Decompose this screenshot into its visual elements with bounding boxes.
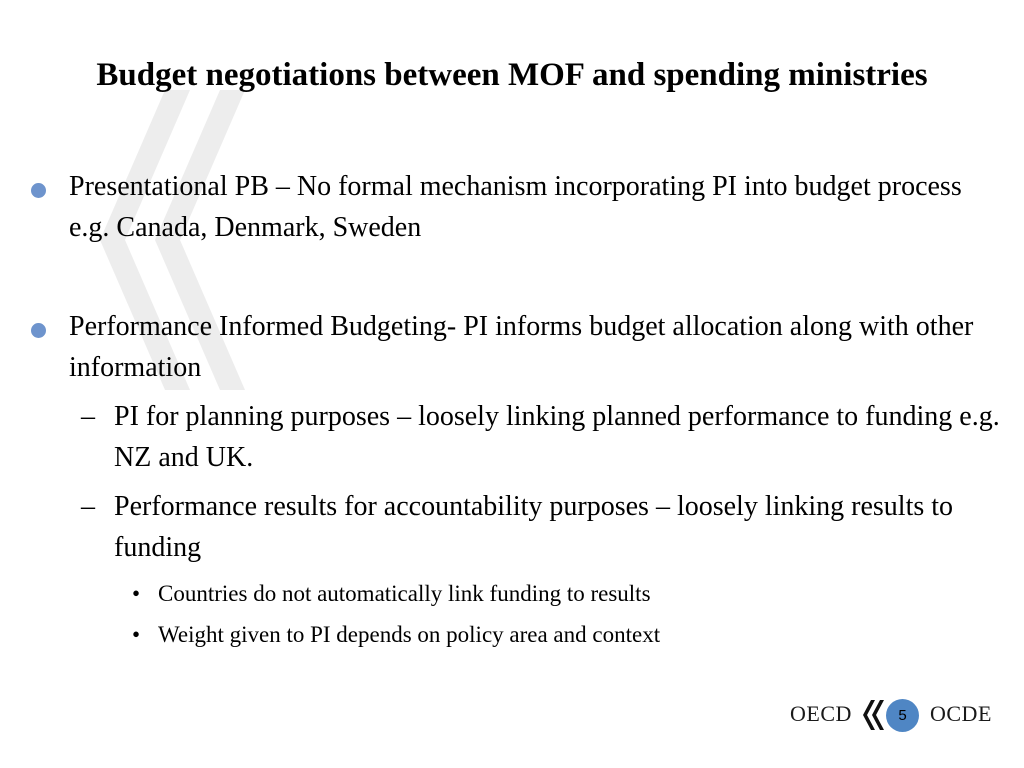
sub-bullet-accountability (81, 486, 1003, 568)
small-bullet-marker: • (132, 581, 141, 606)
bullet-dot-icon (31, 323, 46, 338)
slide-content (28, 166, 1003, 650)
oecd-guillemet-icon (860, 698, 886, 732)
page-number: 5 (886, 699, 919, 732)
dash-marker: – (81, 491, 95, 522)
footer-logo (782, 694, 1002, 734)
sub-bullet-text: PI for planning purposes – loosely linking planned performance to funding e.g. NZ and UK. (114, 401, 1000, 473)
slide-title: Budget negotiations between MOF and spending ministries (96, 57, 928, 93)
subsub-bullet-weight (132, 620, 1003, 650)
subsub-bullet-text: Countries do not automatically link funding to results (158, 581, 651, 606)
bullet-text: Presentational PB – No formal mechanism incorporating PI into budget process e.g. Canada, Denmark, Sweden (69, 171, 962, 243)
sub-bullet-text: Performance results for accountability purposes – loosely linking results to funding (114, 491, 954, 563)
bullet-presentational-pb (28, 166, 1003, 248)
bullet-dot-icon (31, 183, 46, 198)
small-bullet-marker: • (132, 622, 141, 647)
subsub-bullet-no-automatic-link (132, 579, 1003, 609)
dash-marker: – (81, 401, 95, 432)
logo-text-oecd: OECD (790, 701, 852, 726)
bullet-performance-informed (28, 306, 1003, 388)
logo-text-ocde: OCDE (930, 701, 992, 726)
subsub-bullet-text: Weight given to PI depends on policy area and context (158, 622, 661, 647)
sub-bullet-planning (81, 396, 1003, 478)
bullet-text: Performance Informed Budgeting- PI informs budget allocation along with other information (69, 311, 974, 383)
